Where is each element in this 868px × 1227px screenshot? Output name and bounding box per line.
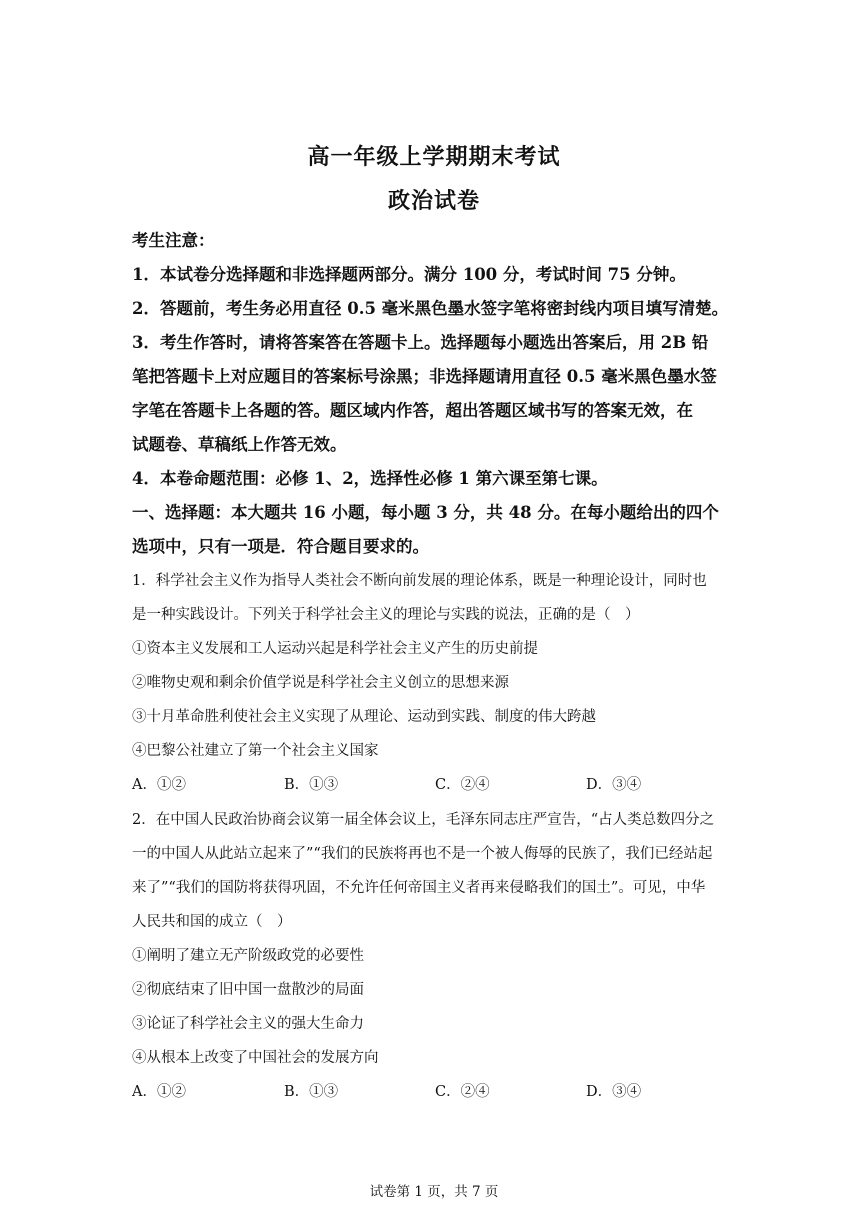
question-item: ③十月革命胜利使社会主义实现了从理论、运动到实践、制度的伟大跨越 — [132, 709, 596, 725]
question-stem-line: 人民共和国的成立（ ） — [132, 914, 292, 930]
question-item: ③论证了科学社会主义的强大生命力 — [132, 1016, 364, 1032]
option-c: C．②④ — [435, 777, 490, 793]
notice-line: 试题卷、草稿纸上作答无效。 — [132, 435, 347, 454]
notice-line: 2．答题前，考生务必用直径 0.5 毫米黑色墨水签字笔将密封线内项目填写清楚。 — [132, 299, 729, 318]
section-line: 选项中，只有一项是．符合题目要求的。 — [132, 537, 429, 556]
answer-options — [132, 1080, 752, 1102]
option-a: A．①② — [132, 1084, 186, 1100]
page-footer: 试卷第 1 页，共 7 页 — [369, 1184, 499, 1200]
question-item: ④巴黎公社建立了第一个社会主义国家 — [132, 743, 379, 759]
option-a: A．①② — [132, 777, 186, 793]
notice-line: 3．考生作答时，请将答案答在答题卡上。选择题每小题选出答案后，用 2B 铅 — [132, 333, 709, 352]
exam-subtitle: 政治试卷 — [387, 188, 480, 214]
option-b: B．①③ — [284, 1084, 339, 1100]
notice-line: 4．本卷命题范围：必修 1、2，选择性必修 1 第六课至第七课。 — [132, 469, 608, 488]
question-item: ①阐明了建立无产阶级政党的必要性 — [132, 948, 364, 964]
option-d: D．③④ — [586, 1084, 642, 1100]
notice-line: 笔把答题卡上对应题目的答案标号涂黑；非选择题请用直径 0.5 毫米黑色墨水签 — [132, 367, 717, 386]
question-stem-line: 2．在中国人民政治协商会议第一届全体会议上，毛泽东同志庄严宣告，“占人类总数四分之 — [132, 812, 715, 828]
notice-line: 1．本试卷分选择题和非选择题两部分。满分 100 分，考试时间 75 分钟。 — [132, 265, 686, 284]
answer-options — [132, 773, 752, 795]
option-c: C．②④ — [435, 1084, 490, 1100]
option-b: B．①③ — [284, 777, 339, 793]
question-item: ④从根本上改变了中国社会的发展方向 — [132, 1050, 379, 1066]
section-line: 一、选择题：本大题共 16 小题，每小题 3 分，共 48 分。在每小题给出的四个 — [132, 503, 719, 522]
question-stem-line: 来了”“我们的国防将获得巩固，不允许任何帝国主义者再来侵略我们的国土”。可见，中华 — [132, 880, 706, 896]
notice-line: 字笔在答题卡上各题的答。题区域内作答，超出答题区域书写的答案无效，在 — [132, 401, 693, 420]
notice-heading: 考生注意： — [132, 231, 215, 250]
question-stem-line: 一的中国人从此站立起来了”“我们的民族将再也不是一个被人侮辱的民族了，我们已经站起 — [132, 846, 713, 862]
question-stem-line: 是一种实践设计。下列关于科学社会主义的理论与实践的说法，正确的是（ ） — [132, 607, 640, 623]
question-item: ②彻底结束了旧中国一盘散沙的局面 — [132, 982, 364, 998]
exam-title: 高一年级上学期期末考试 — [307, 144, 561, 170]
question-item: ②唯物史观和剩余价值学说是科学社会主义创立的思想来源 — [132, 675, 509, 691]
question-item: ①资本主义发展和工人运动兴起是科学社会主义产生的历史前提 — [132, 641, 538, 657]
option-d: D．③④ — [586, 777, 642, 793]
question-stem-line: 1．科学社会主义作为指导人类社会不断向前发展的理论体系，既是一种理论设计，同时也 — [132, 573, 707, 589]
